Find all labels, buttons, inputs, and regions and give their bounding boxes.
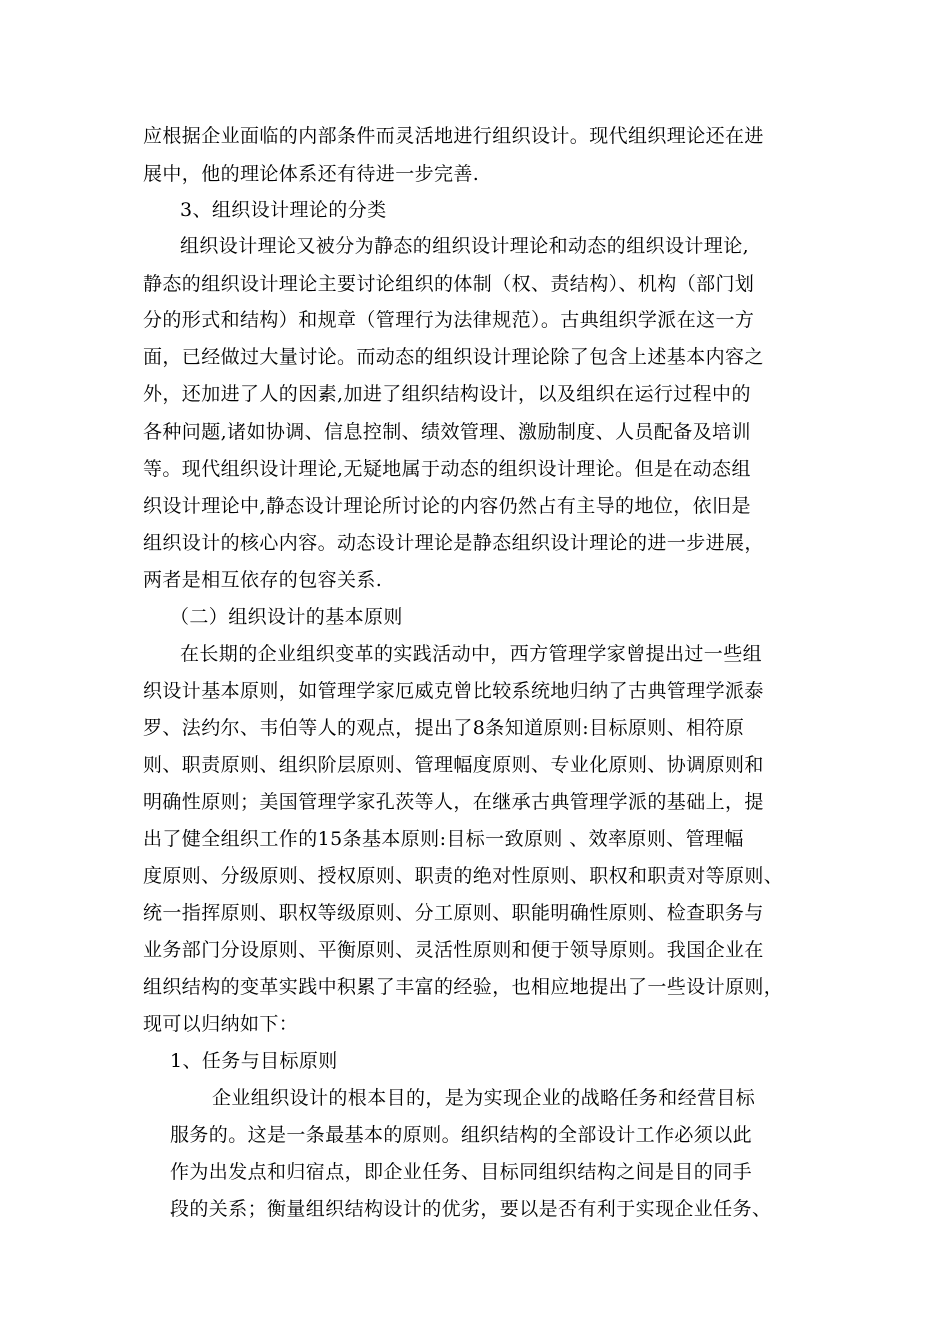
text-line: 作为出发点和归宿点，即企业任务、目标同组织结构之间是目的同手	[170, 1161, 753, 1183]
text-line: 织设计基本原则，如管理学家厄威克曾比较系统地归纳了古典管理学派泰	[143, 680, 764, 702]
section-heading: 1、任务与目标原则	[170, 1050, 338, 1072]
text-line: 外，还加进了人的因素,加进了组织结构设计，以及组织在运行过程中的	[143, 383, 751, 405]
text-line: 统一指挥原则、职权等级原则、分工原则、职能明确性原则、检查职务与	[143, 902, 764, 924]
text-line: 现可以归纳如下：	[143, 1013, 299, 1035]
text-line: 面，已经做过大量讨论。而动态的组织设计理论除了包含上述基本内容之	[143, 346, 764, 368]
text-line: 各种问题,诸如协调、信息控制、绩效管理、激励制度、人员配备及培训	[143, 421, 751, 443]
section-heading: 3、组织设计理论的分类	[180, 199, 387, 221]
text-line: 应根据企业面临的内部条件而灵活地进行组织设计。现代组织理论还在进	[143, 125, 764, 147]
text-line: 企业组织设计的根本目的，是为实现企业的战略任务和经营目标	[212, 1087, 756, 1109]
text-line: 在长期的企业组织变革的实践活动中，西方管理学家曾提出过一些组	[180, 643, 763, 665]
text-line: 分的形式和结构）和规章（管理行为法律规范）。古典组织学派在这一方	[143, 309, 755, 331]
text-line: 等。现代组织设计理论,无疑地属于动态的组织设计理论。但是在动态组	[143, 458, 751, 480]
text-line: 段的关系；衡量组织结构设计的优劣，要以是否有利于实现企业任务、	[170, 1198, 772, 1220]
text-line: 度原则、分级原则、授权原则、职责的绝对性原则、职权和职责对等原则、	[143, 865, 784, 887]
text-line: 织设计理论中,静态设计理论所讨论的内容仍然占有主导的地位，依旧是	[143, 495, 751, 517]
text-line: 则、职责原则、组织阶层原则、管理幅度原则、专业化原则、协调原则和	[143, 754, 764, 776]
text-line: 出了健全组织工作的15条基本原则:目标一致原则 、效率原则、管理幅	[143, 828, 744, 850]
text-line: 组织设计理论又被分为静态的组织设计理论和动态的组织设计理论,	[180, 235, 750, 257]
text-line: 组织结构的变革实践中积累了丰富的经验，也相应地提出了一些设计原则，	[143, 976, 784, 998]
text-line: 静态的组织设计理论主要讨论组织的体制（权、责结构）、机构（部门划	[143, 273, 755, 295]
text-line: 两者是相互依存的包容关系.	[143, 569, 383, 591]
text-line: 展中，他的理论体系还有待进一步完善.	[143, 163, 480, 185]
section-heading: （二）组织设计的基本原则	[170, 606, 403, 628]
text-line: 明确性原则；美国管理学家孔茨等人，在继承古典管理学派的基础上，提	[143, 791, 764, 813]
text-line: 业务部门分设原则、平衡原则、灵活性原则和便于领导原则。我国企业在	[143, 939, 764, 961]
text-line: 罗、法约尔、韦伯等人的观点，提出了8条知道原则:目标原则、相符原	[143, 717, 745, 739]
text-line: 服务的。这是一条最基本的原则。组织结构的全部设计工作必须以此	[170, 1124, 753, 1146]
text-line: 组织设计的核心内容。动态设计理论是静态组织设计理论的进一步进展，	[143, 532, 764, 554]
